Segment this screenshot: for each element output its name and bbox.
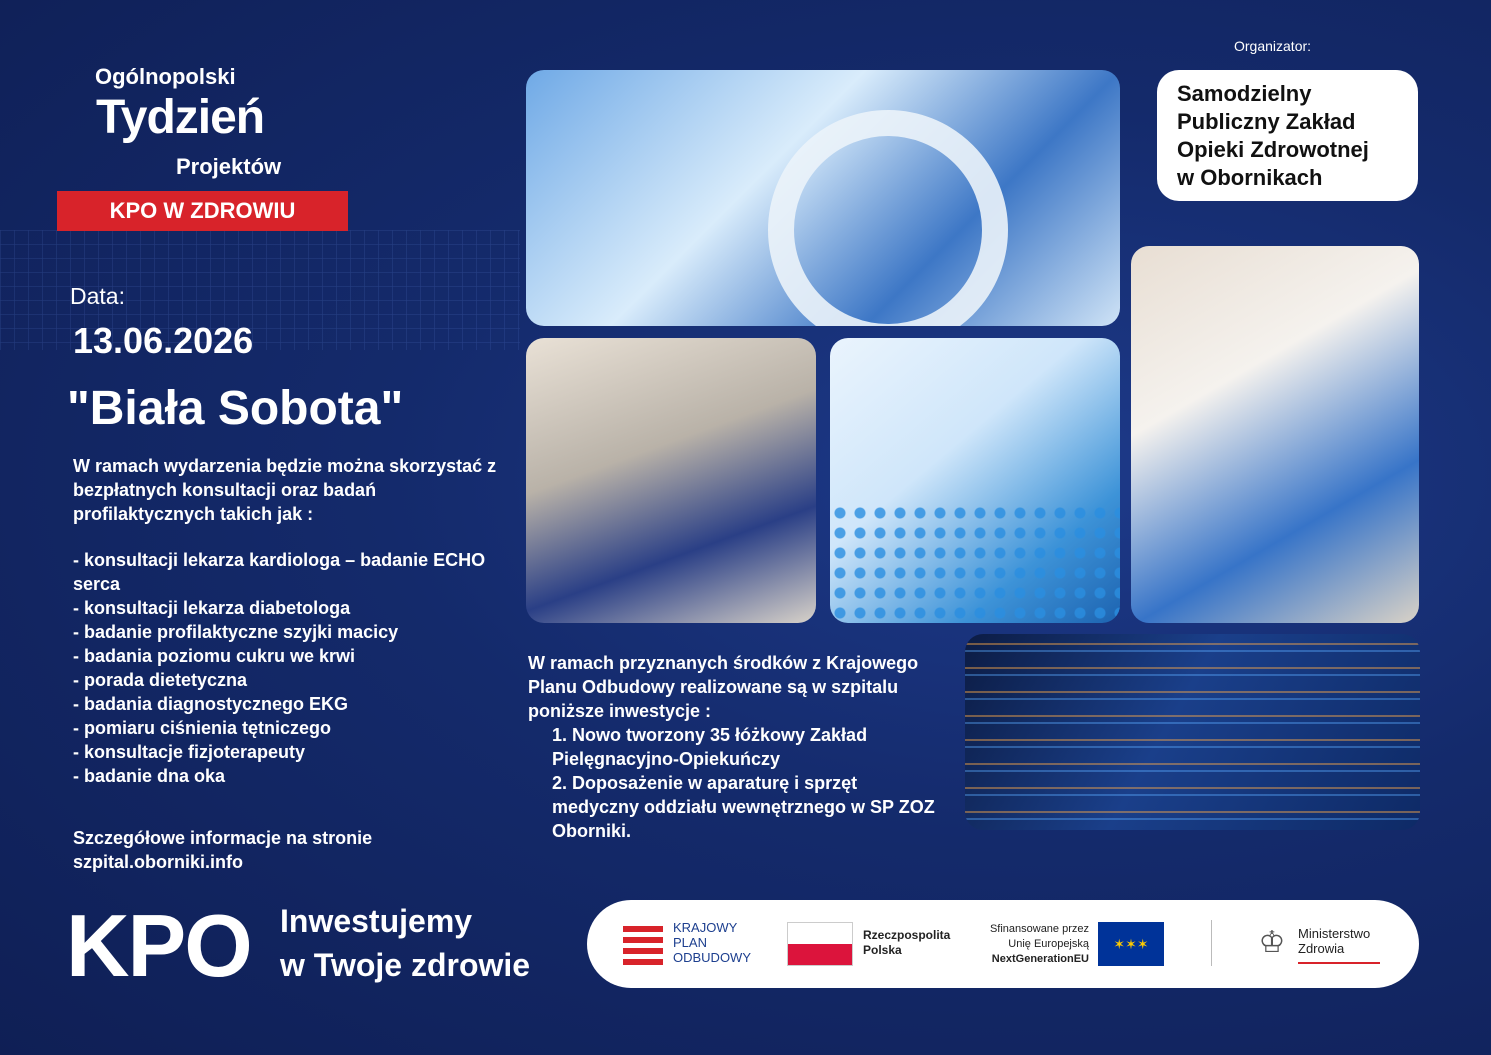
service-item: - badania poziomu cukru we krwi [73,646,356,666]
ct-ring-shape [768,110,1008,326]
mz-line: Ministerstwo [1298,926,1371,941]
investments-intro: W ramach przyznanych środków z Krajowego Planu Odbudowy realizowane są w szpitalu poniższe inwestycje : [528,653,919,721]
photo-code-screen [965,634,1420,830]
organizer-name-line: Opieki Zdrowotnej [1177,137,1369,162]
ministry-text [1298,926,1370,956]
pl-line: Rzeczpospolita [863,928,951,942]
photo-technician-wall [526,338,816,623]
details-info [73,826,493,874]
kpo-logo-line: PLAN [673,935,707,950]
investment-item: 2. Doposażenie w aparaturę i sprzęt medyczny oddziału wewnętrznego w SP ZOZ Oborniki. [552,773,935,841]
organizer-name-line: Publiczny Zakład [1177,109,1356,134]
polish-eagle-icon: ♔ [1258,926,1286,959]
code-lines-shape [965,634,1420,830]
kpo-logo-icon [623,926,663,966]
funding-logos-bar [587,900,1419,988]
eu-flag-icon: ✶✶✶ [1098,922,1164,966]
intro-text: W ramach wydarzenia będzie można skorzystać z bezpłatnych konsultacji oraz badań profilaktycznych takich jak : [73,456,497,524]
eu-line: Sfinansowane przez [989,923,1089,935]
details-text: Szczegółowe informacje na stronie [73,828,373,848]
test-tubes-shape [830,503,1120,623]
services-list [73,548,503,788]
investment-item: 1. Nowo tworzony 35 łóżkowy Zakład Pielęgnacyjno-Opiekuńczy [552,725,868,769]
event-logo-line2: Tydzień [96,91,265,144]
organizer-name-line: Samodzielny [1177,81,1312,106]
service-item: - pomiaru ciśnienia tętniczego [73,718,332,738]
service-item: - konsultacji lekarza diabetologa [73,598,351,618]
eu-line: Unię Europejską [1008,938,1089,950]
service-item: - badania diagnostycznego EKG [73,694,349,714]
website-link[interactable]: szpital.oborniki.info [73,852,243,872]
service-item: - porada dietetyczna [73,670,248,690]
eu-funding-text [973,922,1089,967]
kpo-logo-line: KRAJOWY [673,920,738,935]
photo-doctor-patient [1131,246,1419,623]
kpo-logo-text [673,920,751,965]
service-item: - konsultacje fizjoterapeuty [73,742,306,762]
event-title: "Biała Sobota" [67,382,404,435]
mz-line: Zdrowia [1298,941,1345,956]
investments-text [528,651,948,843]
slogan-line1: Inwestujemy [280,903,473,939]
date-value: 13.06.2026 [73,320,254,361]
service-item: - badanie dna oka [73,766,226,786]
polish-flag-icon [787,922,853,966]
organizer-name-line: w Obornikach [1177,165,1323,190]
event-logo-line1: Ogólnopolski [95,64,236,89]
kpo-big-logo: KPO [66,896,251,995]
photo-ct-scanner [526,70,1120,326]
date-label: Data: [70,283,125,309]
kpo-logo-line: ODBUDOWY [673,950,751,965]
photo-lab-pipette [830,338,1120,623]
organizer-label: Organizator: [1234,38,1312,54]
logo-divider [1211,920,1212,966]
slogan-line2: w Twoje zdrowie [280,947,531,983]
service-item: - badanie profilaktyczne szyjki macicy [73,622,399,642]
rzeczpospolita-text [863,928,950,958]
pl-line: Polska [863,943,902,957]
event-logo-line3: Projektów [176,154,282,179]
organizer-box [1157,70,1418,201]
eu-line: NextGenerationEU [991,953,1089,965]
kpo-zdrowiu-badge: KPO W ZDROWIU [57,191,348,231]
ministry-underline [1298,962,1380,964]
service-item: - konsultacji lekarza kardiologa – badanie ECHO serca [73,550,486,594]
